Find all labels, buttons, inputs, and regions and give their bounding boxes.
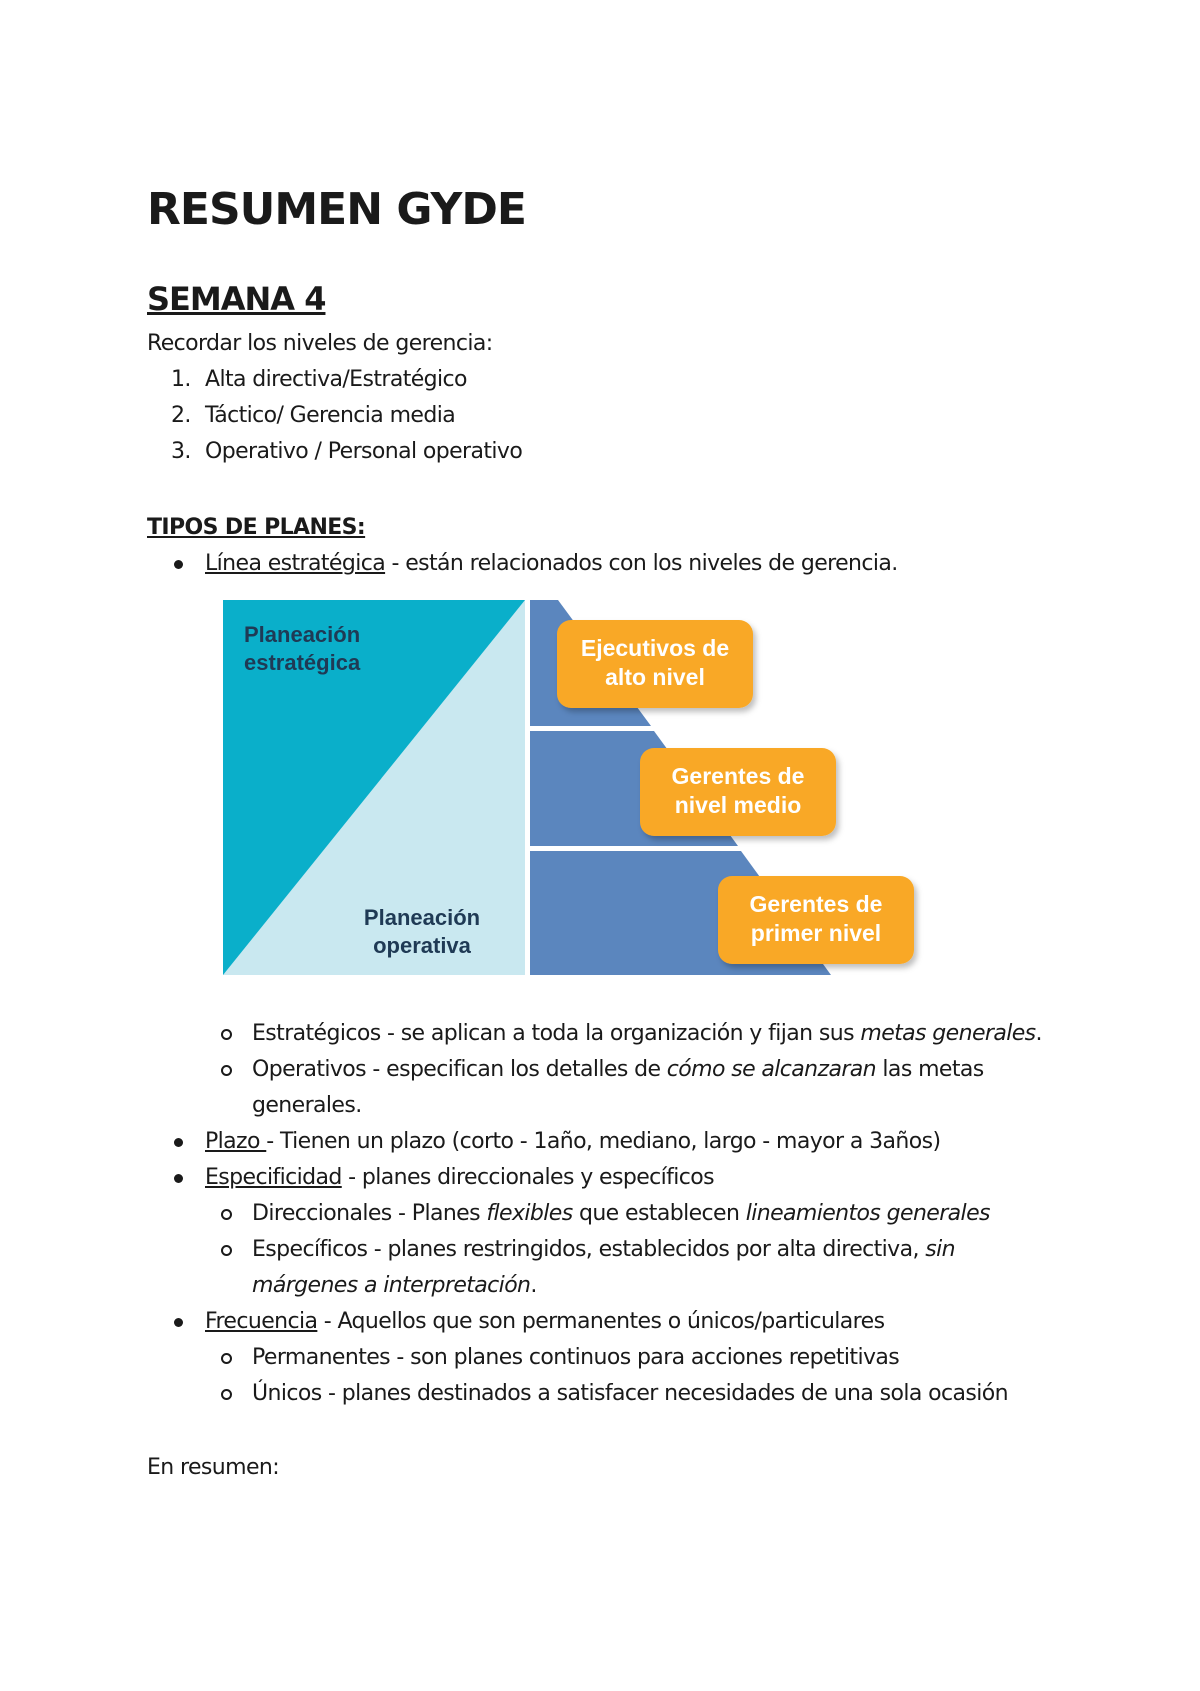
sub-bullet-text: generales. [252, 1093, 362, 1118]
bullet-linea-estrategica [147, 546, 1067, 582]
bullet-frecuencia [147, 1304, 1067, 1340]
list-item [147, 362, 522, 398]
linea-estrategica-list [147, 546, 1067, 582]
bullet-desc: - planes direccionales y específicos [341, 1165, 715, 1190]
sub-bullet-emphasis: cómo se alcanzaran [666, 1057, 877, 1082]
list-number: 3. [171, 439, 191, 464]
sub-bullet-text: Direccionales - Planes [252, 1201, 487, 1226]
sub-bullet-text: Específicos - planes restringidos, establecidos por alta directiva, [252, 1237, 926, 1262]
sub-bullet-text: Permanentes - son planes continuos para acciones repetitivas [252, 1345, 900, 1370]
sub-bullet-direccionales [147, 1196, 1067, 1232]
list-item-text: Alta directiva/Estratégico [205, 367, 467, 392]
bullet-term: Especificidad [205, 1165, 342, 1190]
sub-bullet-text: las metas [876, 1057, 984, 1082]
strategic-label-line2: estratégica [244, 650, 361, 675]
list-item [147, 398, 522, 434]
closing-text: En resumen: [147, 1455, 280, 1480]
sub-bullet-emphasis: flexibles [486, 1201, 573, 1226]
sub-bullet-emphasis: metas generales [860, 1021, 1036, 1046]
planning-levels-diagram [223, 600, 971, 995]
bullet-term: Línea estratégica [205, 551, 386, 576]
low-level-box-line2: primer nivel [750, 920, 882, 946]
sub-bullet-permanentes [147, 1340, 1067, 1376]
top-level-box-line1: Ejecutivos de [580, 635, 730, 661]
sub-bullet-text: Estratégicos - se aplican a toda la organización y fijan sus [252, 1021, 861, 1046]
sub-bullet-emphasis: márgenes a interpretación [252, 1273, 531, 1298]
sub-bullet-text: Operativos - especifican los detalles de [252, 1057, 667, 1082]
week-heading: SEMANA 4 [147, 280, 326, 318]
operative-label-line1: Planeación [363, 905, 481, 930]
top-level-box-line2: alto nivel [605, 664, 705, 690]
list-number: 2. [171, 403, 191, 428]
sub-bullet-operativos [147, 1052, 1067, 1124]
bullet-desc: - Aquellos que son permanentes o únicos/particulares [317, 1309, 885, 1334]
sub-bullet-emphasis: lineamientos generales [745, 1201, 990, 1226]
list-item-text: Operativo / Personal operativo [205, 439, 523, 464]
bullet-desc: - están relacionados con los niveles de gerencia. [385, 551, 898, 576]
low-level-box [718, 876, 914, 964]
sub-bullet-text: Únicos - planes destinados a satisfacer necesidades de una sola ocasión [252, 1381, 1008, 1406]
list-number: 1. [171, 367, 191, 392]
bullet-plazo [147, 1124, 1067, 1160]
sub-bullet-text: que establecen [572, 1201, 746, 1226]
mid-level-box-line1: Gerentes de [671, 763, 805, 789]
mid-level-box [640, 748, 836, 836]
sub-bullet-unicos [147, 1376, 1067, 1412]
sub-bullet-text: . [530, 1273, 537, 1298]
mid-level-box-line2: nivel medio [674, 792, 802, 818]
document-title: RESUMEN GYDE [147, 184, 526, 235]
strategic-label-line1: Planeación [244, 622, 361, 647]
sub-bullet-estrategicos [147, 1016, 1067, 1052]
management-levels-list [147, 362, 522, 470]
sub-bullet-especificos [147, 1232, 1067, 1304]
bullet-term: Plazo [205, 1129, 267, 1154]
bullet-especificidad [147, 1160, 1067, 1196]
sub-bullet-emphasis: sin [925, 1237, 955, 1262]
low-level-box-line1: Gerentes de [749, 891, 883, 917]
sub-bullet-text: . [1035, 1021, 1042, 1046]
bullet-desc: - Tienen un plazo (corto - 1año, mediano, largo - mayor a 3años) [266, 1129, 941, 1154]
intro-text: Recordar los niveles de gerencia: [147, 331, 493, 356]
plan-types-list [147, 1016, 1067, 1412]
list-item [147, 434, 522, 470]
operative-label-line2: operativa [373, 933, 471, 958]
section-heading: TIPOS DE PLANES: [147, 515, 366, 540]
bullet-term: Frecuencia [205, 1309, 318, 1334]
list-item-text: Táctico/ Gerencia media [205, 403, 456, 428]
top-level-box [557, 620, 753, 708]
